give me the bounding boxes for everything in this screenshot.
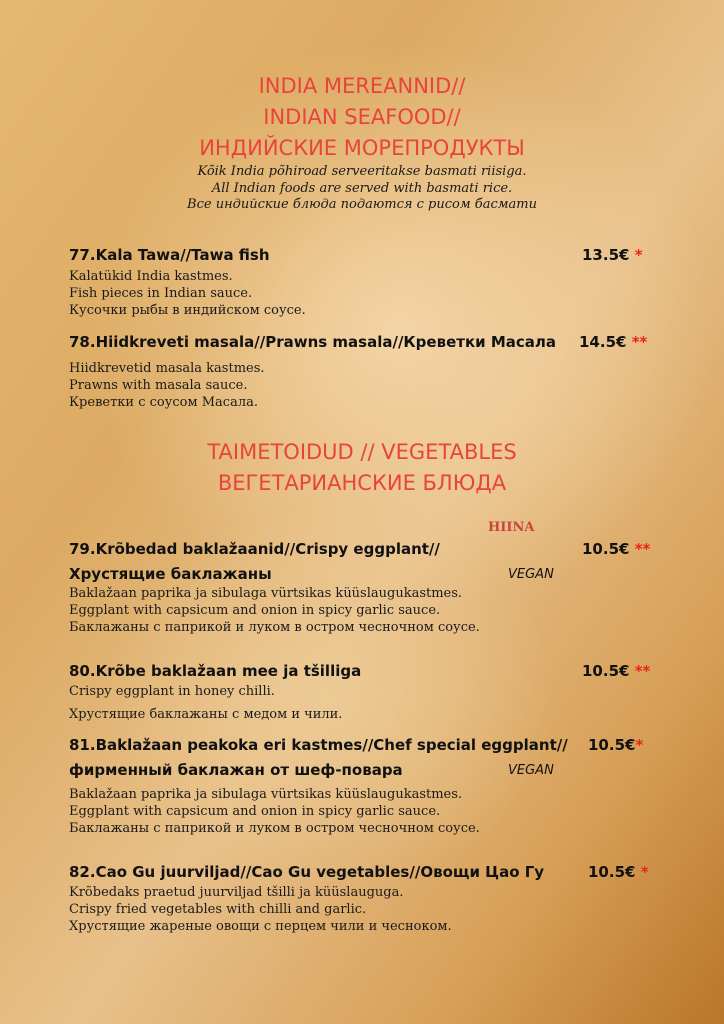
item-78-spice-stars: ** — [631, 333, 648, 351]
item-81-spice-stars: * — [635, 736, 644, 754]
item-81-desc-en: Eggplant with capsicum and onion in spicy garlic sauce. — [69, 804, 441, 819]
item-81-title: 81.Baklažaan peakoka eri kastmes//Chef special eggplant// — [69, 736, 568, 754]
item-79-spice-stars: ** — [634, 540, 651, 558]
seafood-heading-line-1: INDIA MEREANNID// — [258, 74, 466, 98]
item-81-desc-ru: Баклажаны с паприкой и луком в остром чесночном соусе. — [69, 821, 480, 836]
item-81-price-value: 10.5€ — [588, 736, 636, 754]
item-79-desc-et: Baklažaan paprika ja sibulaga vürtsikas küüslaugukastmes. — [69, 586, 463, 601]
vegetables-heading-line-1: TAIMETOIDUD // VEGETABLES — [207, 440, 517, 464]
item-79-desc-ru: Баклажаны с паприкой и луком в остром чесночном соусе. — [69, 620, 480, 635]
item-82-price — [588, 863, 649, 881]
item-82-spice-stars: * — [640, 863, 649, 881]
item-78-desc-ru: Креветки с соусом Масала. — [69, 395, 258, 410]
item-77-price-value: 13.5€ — [582, 246, 630, 264]
item-81-title-ru: фирменный баклажан от шеф-повара — [69, 761, 403, 779]
item-79-vegan-label: VEGAN — [508, 567, 554, 582]
item-78-desc-et: Hiidkrevetid masala kastmes. — [69, 361, 265, 376]
item-79-title: 79.Krõbedad baklažaanid//Crispy eggplant// — [69, 540, 440, 558]
item-77-title: 77.Kala Tawa//Tawa fish — [69, 246, 270, 264]
item-80-desc-en: Crispy eggplant in honey chilli. — [69, 684, 275, 699]
item-78-title: 78.Hiidkreveti masala//Prawns masala//Креветки Масала — [69, 333, 557, 351]
item-82-desc-ru: Хрустящие жареные овощи с перцем чили и чесноком. — [69, 919, 452, 934]
item-82-title: 82.Cao Gu juurviljad//Cao Gu vegetables//Овощи Цао Гу — [69, 863, 545, 881]
basmati-note-ru: Все индийские блюда подаются с рисом басмати — [187, 197, 537, 212]
item-80-spice-stars: ** — [634, 662, 651, 680]
item-81-price — [588, 736, 643, 754]
item-78-desc-en: Prawns with masala sauce. — [69, 378, 248, 393]
item-77-desc-ru: Кусочки рыбы в индийском соусе. — [69, 303, 306, 318]
item-81-vegan-label: VEGAN — [508, 763, 554, 778]
item-79-price-value: 10.5€ — [582, 540, 630, 558]
item-80-price — [582, 662, 650, 680]
basmati-note-et: Kõik India põhiroad serveeritakse basmati riisiga. — [197, 164, 527, 179]
vegetables-heading-line-2: ВЕГЕТАРИАНСКИЕ БЛЮДА — [217, 471, 507, 495]
item-77-desc-en: Fish pieces in Indian sauce. — [69, 286, 253, 301]
item-79-title-ru: Хрустящие баклажаны — [69, 565, 272, 583]
item-78-price-value: 14.5€ — [579, 333, 627, 351]
item-81-desc-et: Baklažaan paprika ja sibulaga vürtsikas küüslaugukastmes. — [69, 787, 463, 802]
item-79-desc-en: Eggplant with capsicum and onion in spicy garlic sauce. — [69, 603, 441, 618]
item-80-desc-ru: Хрустящие баклажаны с медом и чили. — [69, 707, 343, 722]
seafood-heading-line-2: INDIAN SEAFOOD// — [263, 105, 461, 129]
item-78-price — [579, 333, 647, 351]
hiina-label: HIINA — [488, 520, 535, 535]
item-80-title: 80.Krõbe baklažaan mee ja tšilliga — [69, 662, 362, 680]
item-77-price — [582, 246, 643, 264]
item-82-desc-en: Crispy fried vegetables with chilli and garlic. — [69, 902, 367, 917]
item-82-desc-et: Krõbedaks praetud juurviljad tšilli ja küüslauguga. — [69, 885, 404, 900]
item-79-price — [582, 540, 650, 558]
seafood-heading-line-3: ИНДИЙСКИЕ МОРЕПРОДУКТЫ — [199, 136, 525, 160]
item-80-price-value: 10.5€ — [582, 662, 630, 680]
basmati-note-en: All Indian foods are served with basmati rice. — [211, 181, 513, 196]
item-77-spice-stars: * — [634, 246, 643, 264]
item-77-desc-et: Kalatükid India kastmes. — [69, 269, 233, 284]
item-82-price-value: 10.5€ — [588, 863, 636, 881]
